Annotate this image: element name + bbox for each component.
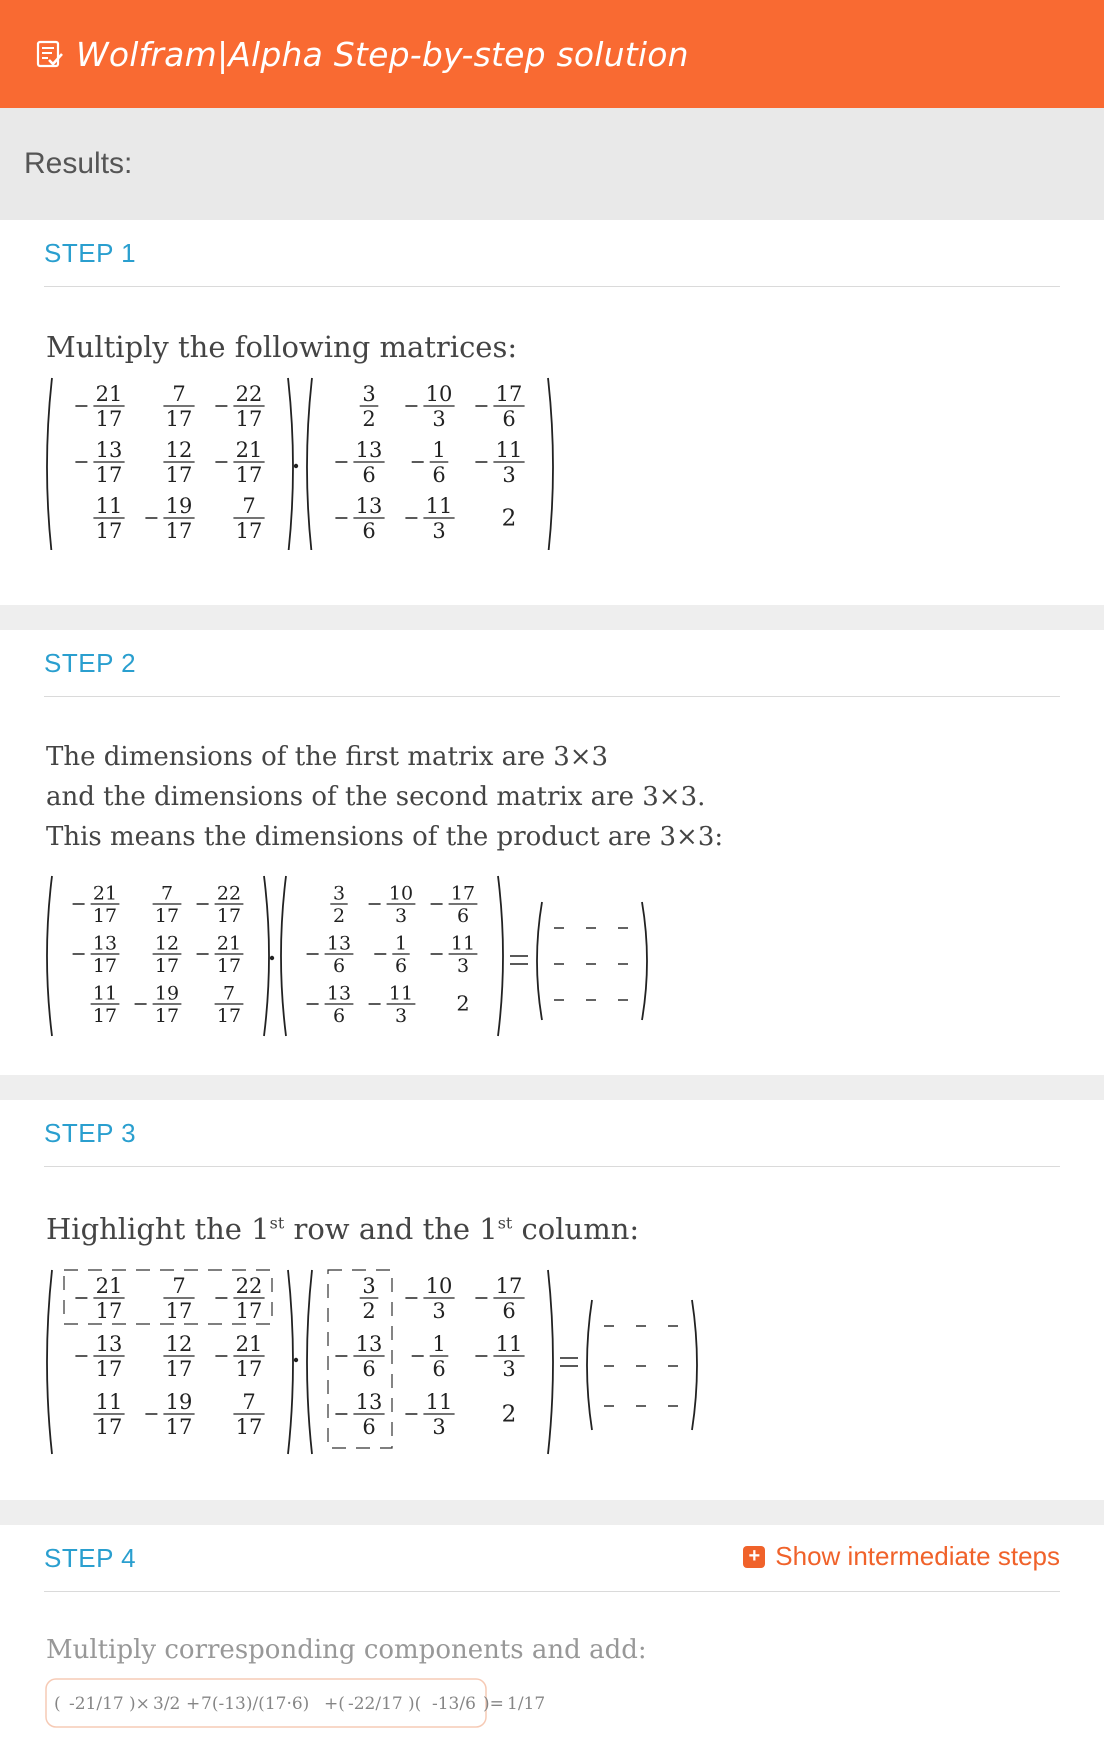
numerator: 3 — [362, 381, 376, 406]
denominator: 17 — [235, 1356, 263, 1381]
numerator: 19 — [165, 1389, 193, 1414]
numerator: 7 — [172, 381, 186, 406]
left-paren — [537, 902, 542, 1020]
matrix-entry — [215, 438, 264, 487]
step-2-line-1: The dimensions of the first matrix are 3×3 — [46, 742, 609, 772]
step-4-expression — [44, 1675, 544, 1739]
denominator: 17 — [216, 905, 242, 928]
numerator: 11 — [95, 1389, 123, 1414]
matrix-a — [47, 876, 269, 1036]
step-4-divider — [44, 1591, 1060, 1592]
matrix-entry — [91, 982, 120, 1027]
left-paren — [47, 378, 52, 550]
matrix-entry — [405, 382, 454, 431]
numerator: 13 — [95, 437, 123, 462]
denominator: 17 — [92, 905, 118, 928]
matrix-entry — [307, 982, 354, 1027]
matrix-a — [47, 378, 293, 550]
numerator: 21 — [95, 1273, 123, 1298]
step-2-matrix-product — [44, 868, 684, 1042]
show-intermediate-steps-label: Show intermediate steps — [775, 1541, 1060, 1571]
step-1-label: STEP 1 — [44, 238, 137, 268]
denominator: 3 — [432, 518, 446, 543]
denominator: 3 — [432, 1414, 446, 1439]
denominator: 17 — [92, 1005, 118, 1028]
numerator: 1 — [432, 1331, 446, 1356]
matrix-entry — [215, 382, 264, 431]
multiply-dot — [270, 956, 274, 960]
numerator: 19 — [165, 493, 193, 518]
denominator: 3 — [394, 1005, 408, 1028]
matrix-entry — [475, 438, 524, 487]
matrix-entry — [233, 1390, 264, 1439]
matrix-entry — [475, 382, 524, 431]
matrix-a — [47, 1270, 293, 1454]
step-3-text-a: Highlight the 1 — [46, 1212, 270, 1246]
matrix-entry — [75, 1332, 124, 1381]
right-paren — [548, 378, 553, 550]
step-2-line-3: This means the dimensions of the product are 3×3: — [46, 822, 724, 852]
denominator: 17 — [165, 518, 193, 543]
numerator: 13 — [92, 932, 118, 955]
matrix-entry — [215, 1332, 264, 1381]
expression-term: )× — [129, 1694, 150, 1714]
left-paren — [307, 378, 312, 550]
matrix-entry — [73, 932, 120, 977]
numerator: 7 — [242, 493, 256, 518]
numerator: 11 — [92, 982, 118, 1005]
denominator: 3 — [456, 955, 470, 978]
numerator: 10 — [388, 882, 414, 905]
matrix-entry — [456, 992, 469, 1016]
denominator: 6 — [362, 1356, 376, 1381]
denominator: 17 — [235, 462, 263, 487]
multiply-dot — [294, 1358, 298, 1362]
matrix-entry — [93, 494, 124, 543]
numerator: 13 — [355, 437, 383, 462]
matrix-entry — [153, 882, 182, 927]
denominator: 17 — [235, 1414, 263, 1439]
matrix-b — [307, 378, 553, 550]
denominator: 3 — [502, 462, 516, 487]
numerator: 21 — [235, 437, 263, 462]
matrix-entry — [75, 438, 124, 487]
matrix-entry — [75, 1274, 124, 1323]
step-2-label: STEP 2 — [44, 648, 137, 678]
expression-term: )( — [408, 1694, 422, 1714]
denominator: 2 — [332, 905, 346, 928]
step-2-text — [46, 742, 723, 862]
numerator: 21 — [216, 932, 242, 955]
right-paren — [264, 876, 269, 1036]
denominator: 17 — [95, 406, 123, 431]
step-2-divider — [44, 696, 1060, 697]
right-paren — [288, 378, 293, 550]
equals-sign — [560, 1358, 578, 1366]
matrix-entry — [369, 982, 416, 1027]
step-3-text — [46, 1212, 639, 1246]
step-3-sup-1: st — [269, 1213, 285, 1233]
denominator: 17 — [92, 955, 118, 978]
denominator: 2 — [362, 406, 376, 431]
step-3-label: STEP 3 — [44, 1118, 137, 1148]
denominator: 17 — [216, 1005, 242, 1028]
notebook-check-icon — [34, 38, 66, 70]
expression-term: ( — [54, 1694, 61, 1714]
denominator: 17 — [154, 955, 180, 978]
denominator: 3 — [394, 905, 408, 928]
denominator: 6 — [432, 462, 446, 487]
matrix-entry — [197, 932, 244, 977]
matrix-entry — [163, 438, 194, 487]
denominator: 6 — [502, 406, 516, 431]
step-3-sup-2: st — [497, 1213, 513, 1233]
app-header — [0, 0, 1104, 108]
numerator: 13 — [355, 1389, 383, 1414]
matrix-entry — [233, 494, 264, 543]
expression-term: 1/17 — [507, 1694, 544, 1714]
denominator: 17 — [235, 1298, 263, 1323]
numerator: 21 — [235, 1331, 263, 1356]
denominator: 17 — [95, 462, 123, 487]
left-paren — [47, 876, 52, 1036]
numerator: 10 — [425, 381, 453, 406]
numerator: 13 — [95, 1331, 123, 1356]
matrix-entry — [145, 1390, 194, 1439]
left-paren — [47, 1270, 52, 1454]
show-intermediate-steps-button[interactable] — [743, 1541, 1060, 1572]
denominator: 17 — [165, 406, 193, 431]
numerator: 13 — [326, 982, 352, 1005]
denominator: 17 — [95, 518, 123, 543]
denominator: 17 — [95, 1356, 123, 1381]
step-1-divider — [44, 286, 1060, 287]
matrix-entry — [197, 882, 244, 927]
numerator: 1 — [394, 932, 408, 955]
numerator: 11 — [495, 437, 523, 462]
plus-icon: + — [743, 1546, 765, 1568]
numerator: 11 — [388, 982, 414, 1005]
numerator: 3 — [362, 1273, 376, 1298]
matrix-entry — [374, 932, 409, 977]
right-paren — [288, 1270, 293, 1454]
denominator: 17 — [95, 1298, 123, 1323]
denominator: 6 — [456, 905, 470, 928]
right-paren — [692, 1300, 697, 1430]
matrix-entry — [405, 1390, 454, 1439]
left-paren — [281, 876, 286, 1036]
step-2-line-2: and the dimensions of the second matrix are 3×3. — [46, 782, 706, 812]
step-1-text: Multiply the following matrices: — [46, 330, 518, 364]
numerator: 11 — [425, 1389, 453, 1414]
matrix-entry — [307, 932, 354, 977]
number: 2 — [501, 505, 517, 532]
step-4-label: STEP 4 — [44, 1543, 137, 1573]
expression-term: +( — [324, 1694, 345, 1714]
numerator: 21 — [95, 381, 123, 406]
denominator: 3 — [432, 406, 446, 431]
step-3-matrix-product — [44, 1260, 764, 1464]
step-4-text: Multiply corresponding components and add: — [46, 1635, 647, 1665]
matrix-entry — [475, 1332, 524, 1381]
denominator: 17 — [165, 1356, 193, 1381]
matrix-entry — [215, 982, 244, 1027]
numerator: 21 — [92, 882, 118, 905]
left-paren — [307, 1270, 312, 1454]
denominator: 17 — [165, 1298, 193, 1323]
matrix-entry — [335, 1332, 384, 1381]
numerator: 22 — [235, 1273, 263, 1298]
expression-term: )= — [483, 1694, 504, 1714]
matrix-entry — [360, 382, 379, 431]
numerator: 1 — [432, 437, 446, 462]
denominator: 17 — [235, 518, 263, 543]
multiply-dot — [294, 464, 298, 468]
column-highlight — [328, 1270, 392, 1448]
result-matrix — [537, 902, 647, 1020]
matrix-entry — [412, 1332, 449, 1381]
denominator: 6 — [332, 955, 346, 978]
result-matrix — [587, 1300, 697, 1430]
matrix-entry — [405, 494, 454, 543]
matrix-entry — [163, 1332, 194, 1381]
numerator: 10 — [425, 1273, 453, 1298]
results-label: Results: — [24, 147, 133, 180]
numerator: 13 — [355, 1331, 383, 1356]
numerator: 11 — [495, 1331, 523, 1356]
numerator: 13 — [355, 493, 383, 518]
matrix-b — [307, 1270, 553, 1454]
numerator: 7 — [172, 1273, 186, 1298]
numerator: 11 — [425, 493, 453, 518]
matrix-entry — [431, 932, 478, 977]
matrix-entry — [75, 382, 124, 431]
denominator: 2 — [362, 1298, 376, 1323]
matrix-entry — [335, 1390, 384, 1439]
results-bar — [0, 108, 1104, 220]
matrix-b — [281, 876, 503, 1036]
numerator: 19 — [154, 982, 180, 1005]
denominator: 3 — [432, 1298, 446, 1323]
denominator: 17 — [165, 1414, 193, 1439]
matrix-entry — [73, 882, 120, 927]
expression-term: 3/2 — [153, 1694, 181, 1714]
matrix-entry — [135, 982, 182, 1027]
matrix-entry — [163, 382, 194, 431]
matrix-entry — [335, 438, 384, 487]
denominator: 3 — [502, 1356, 516, 1381]
denominator: 6 — [502, 1298, 516, 1323]
step-3-text-b: row and the 1 — [284, 1212, 498, 1246]
numerator: 17 — [495, 1273, 523, 1298]
right-paren — [642, 902, 647, 1020]
numerator: 22 — [235, 381, 263, 406]
denominator: 17 — [154, 905, 180, 928]
numerator: 13 — [326, 932, 352, 955]
numerator: 17 — [495, 381, 523, 406]
denominator: 17 — [235, 406, 263, 431]
expression-term: -13/6 — [432, 1694, 476, 1714]
numerator: 12 — [165, 1331, 193, 1356]
matrix-entry — [405, 1274, 454, 1323]
step-1-matrix-product — [44, 370, 664, 554]
app-title: Wolfram|Alpha Step-by-step solution — [76, 34, 689, 74]
equals-sign — [510, 956, 528, 964]
denominator: 6 — [332, 1005, 346, 1028]
step-3-card — [0, 1100, 1104, 1500]
expression-term: + — [186, 1694, 201, 1714]
denominator: 6 — [362, 462, 376, 487]
left-paren — [587, 1300, 592, 1430]
step-3-divider — [44, 1166, 1060, 1167]
denominator: 17 — [95, 1414, 123, 1439]
step-3-text-c: column: — [512, 1212, 640, 1246]
matrix-entry — [412, 438, 449, 487]
denominator: 6 — [362, 1414, 376, 1439]
numerator: 7 — [242, 1389, 256, 1414]
matrix-entry — [431, 882, 478, 927]
matrix-entry — [145, 494, 194, 543]
expression-terms — [54, 1694, 544, 1714]
step-4-card — [0, 1525, 1104, 1745]
matrix-entry — [360, 1274, 379, 1323]
denominator: 17 — [165, 462, 193, 487]
numerator: 11 — [450, 932, 476, 955]
right-paren — [498, 876, 503, 1036]
denominator: 17 — [216, 955, 242, 978]
matrix-entry — [502, 1401, 517, 1427]
expression-term: -22/17 — [348, 1694, 403, 1714]
denominator: 6 — [394, 955, 408, 978]
matrix-entry — [153, 932, 182, 977]
matrix-entry — [330, 882, 347, 927]
numerator: 7 — [222, 982, 236, 1005]
matrix-entry — [163, 1274, 194, 1323]
matrix-entry — [93, 1390, 124, 1439]
step-2-card — [0, 630, 1104, 1075]
numerator: 17 — [450, 882, 476, 905]
matrix-entry — [502, 505, 517, 531]
numerator: 11 — [95, 493, 123, 518]
denominator: 6 — [432, 1356, 446, 1381]
numerator: 3 — [332, 882, 346, 905]
step-1-card — [0, 220, 1104, 605]
numerator: 7 — [160, 882, 174, 905]
matrix-entry — [369, 882, 416, 927]
numerator: 12 — [165, 437, 193, 462]
expression-term: -21/17 — [69, 1694, 124, 1714]
denominator: 6 — [362, 518, 376, 543]
number: 2 — [456, 991, 470, 1016]
expression-term: 7(-13)/(17·6) — [201, 1694, 310, 1714]
matrix-entry — [475, 1274, 524, 1323]
denominator: 17 — [154, 1005, 180, 1028]
right-paren — [548, 1270, 553, 1454]
numerator: 12 — [154, 932, 180, 955]
numerator: 22 — [216, 882, 242, 905]
matrix-entry — [335, 494, 384, 543]
matrix-entry — [215, 1274, 264, 1323]
number: 2 — [501, 1401, 517, 1428]
